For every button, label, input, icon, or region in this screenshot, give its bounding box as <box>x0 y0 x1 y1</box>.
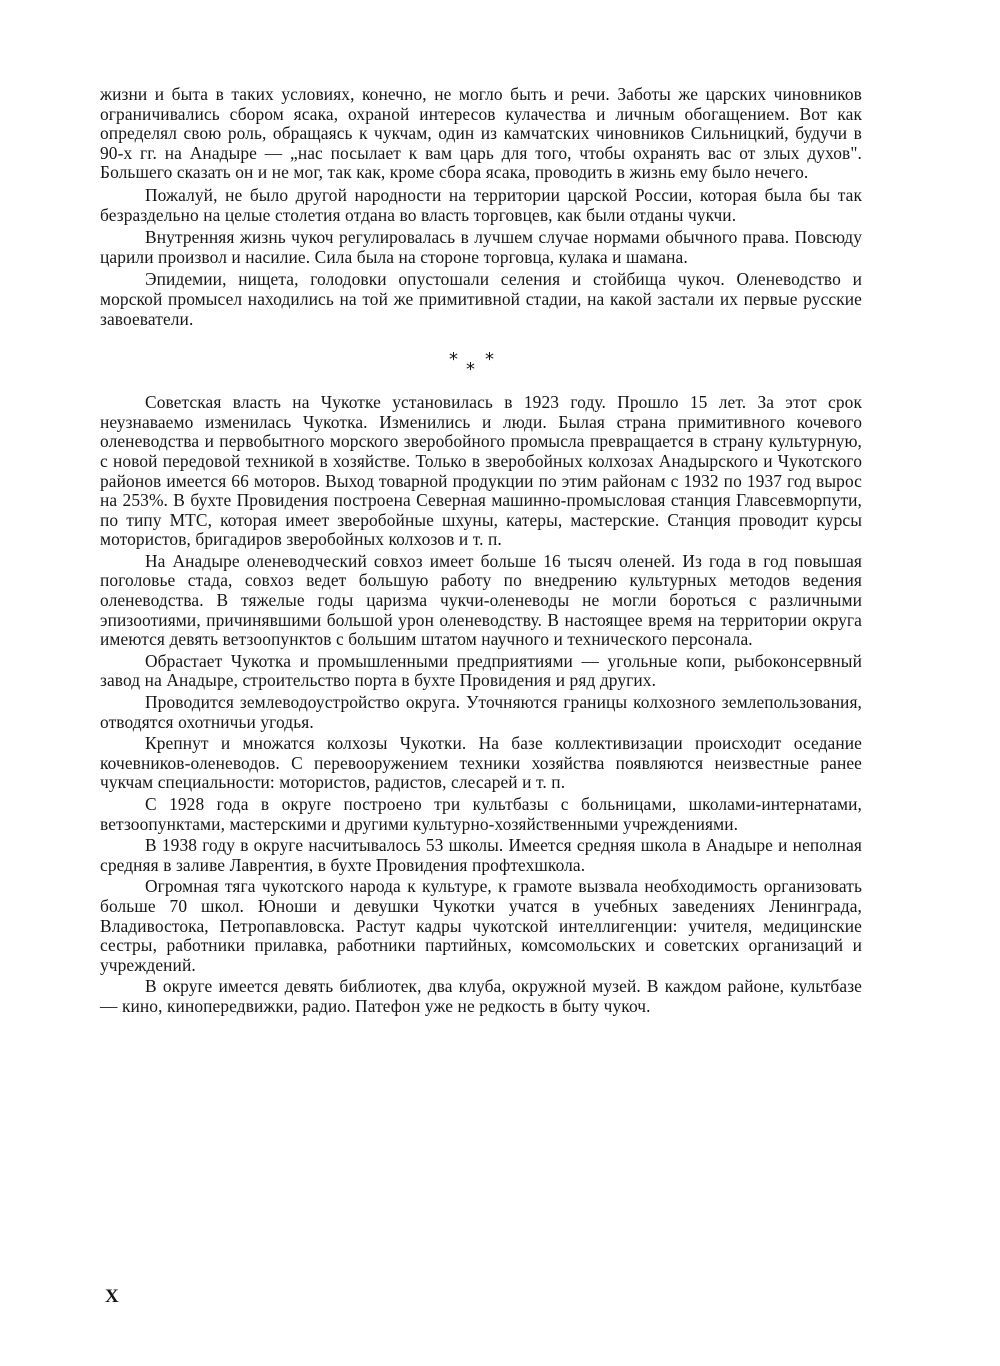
separator-star: * <box>466 359 475 381</box>
paragraph: Пожалуй, не было другой народности на территории царской России, которая была бы так безраздельно на целые столетия отдана во власть торговцев, как были отданы чукчи. <box>100 184 867 225</box>
page-body <box>100 84 867 1017</box>
paragraph: Огромная тяга чукотского народа к культуре, к грамоте вызвала необходимость организовать больше 70 школ. Юноши и девушки Чукотки учатся в учебных заведениях Ленинграда, Владивостока, Петропавловска. Растут кадры чукотской интеллигенции: учителя, медицинские сестры, работники прилавка, работники партийных, комсомольских и советских организаций и учреждений. <box>100 876 867 975</box>
paragraph: Проводится землеводоустройство округа. Уточняются границы колхозного землепользования, отводятся охотничьи угодья. <box>100 692 867 732</box>
paragraph: Крепнут и множатся колхозы Чукотки. На базе коллективизации происходит оседание кочевников-оленеводов. С перевооружением техники хозяйства появляются неизвестные ранее чукчам специальности: мотористов, радистов, слесарей и т. п. <box>100 733 867 793</box>
paragraph: На Анадыре оленеводческий совхоз имеет больше 16 тысяч оленей. Из года в год повышая поголовье стада, совхоз ведет большую работу по внедрению культурных методов ведения оленеводства. В тяжелые годы царизма чукчи-оленеводы не могли бороться с различными эпизоотиями, причинявшими большой урон оленеводству. В настоящее время на территории округа имеются девять ветзоопунктов с большим штатом научного и технического персонала. <box>100 550 867 650</box>
paragraph: С 1928 года в округе построено три культбазы с больницами, школами-интернатами, ветзоопунктами, мастерскими и другими культурно-хозяйственными учреждениями. <box>100 794 867 834</box>
separator-star: * <box>449 349 458 371</box>
paragraph: Советская власть на Чукотке установилась в 1923 году. Прошло 15 лет. За этот срок неузнаваемо изменилась Чукотка. Изменились и люди. Былая страна примитивного кочевого оленеводства и первобытного морского зверобойного промысла превращается в страну культурную, с новой передовой техникой в хозяйстве. Только в зверобойных колхозах Анадырского и Чукотского районов имеется 66 моторов. Выход товарной продукции по этим районам с 1932 по 1937 год вырос на 253%. В бухте Провидения построена Северная машинно-промысловая станция Главсевморпути, по типу МТС, которая имеет зверобойные шхуны, катеры, мастерские. Станция проводит курсы мотористов, бригадиров зверобойных колхозов и т. п. <box>100 392 867 550</box>
paragraph: Внутренняя жизнь чукоч регулировалась в лучшем случае нормами обычного права. Повсюду царили произвол и насилие. Сила была на стороне торговца, кулака и шамана. <box>100 227 867 267</box>
separator-star: * <box>485 349 494 371</box>
page-number: X <box>105 1286 119 1307</box>
section-separator <box>100 331 862 393</box>
paragraph: В округе имеется девять библиотек, два клуба, окружной музей. В каждом районе, культбазе — кино, кинопередвижки, радио. Патефон уже не редкость в быту чукоч. <box>100 976 867 1016</box>
paragraph: Обрастает Чукотка и промышленными предприятиями — угольные копи, рыбоконсервный завод на Анадыре, строительство порта в бухте Провидения и ряд других. <box>100 650 867 691</box>
paragraph: В 1938 году в округе насчитывалось 53 школы. Имеется средняя школа в Анадыре и неполная средняя в заливе Лаврентия, в бухте Провидения профтехшкола. <box>100 835 867 875</box>
paragraph: жизни и быта в таких условиях, конечно, не могло быть и речи. Заботы же царских чиновников ограничивались сбором ясака, охраной интересов кулачества и личным обогащением. Вот как определял свою роль, обращаясь к чукчам, один из камчатских чиновников Сильницкий, будучи в 90-х гг. на Анадыре — „нас посылает к вам царь для того, чтобы охранять вас от злых духов". Большего сказать он и не мог, так как, кроме сбора ясака, проводить в жизнь ему было нечего. <box>100 84 867 183</box>
paragraph: Эпидемии, нищета, голодовки опустошали селения и стойбища чукоч. Оленеводство и морской промысел находились на той же примитивной стадии, на какой застали их первые русские завоеватели. <box>100 269 867 329</box>
